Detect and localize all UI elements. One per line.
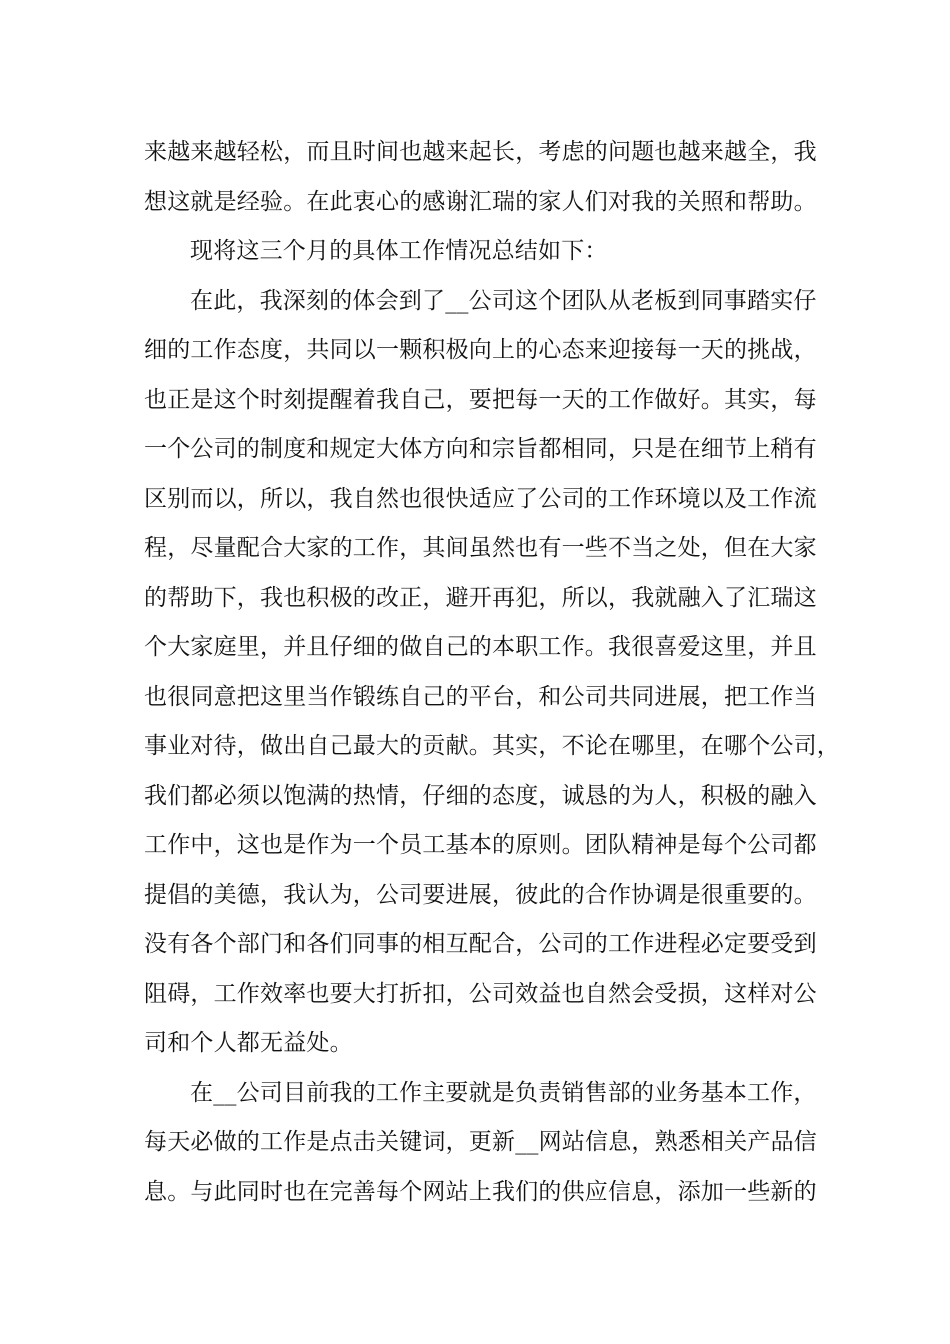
text-line: 程，尽量配合大家的工作，其间虽然也有一些不当之处，但在大家 <box>144 535 817 561</box>
text-line: 息。与此同时也在完善每个网站上我们的供应信息，添加一些新的 <box>144 1178 817 1205</box>
text-line: 一个公司的制度和规定大体方向和宗旨都相同，只是在细节上稍有 <box>144 436 817 462</box>
text-line: 区别而以，所以，我自然也很快适应了公司的工作环境以及工作流 <box>144 485 817 512</box>
text-line: 现将这三个月的具体工作情况总结如下： <box>190 238 608 264</box>
text-line: 工作中，这也是作为一个员工基本的原则。团队精神是每个公司都 <box>144 832 817 858</box>
text-line: 阻碍，工作效率也要大打折扣，公司效益也自然会受损，这样对公 <box>144 980 817 1007</box>
text-line: 个大家庭里，并且仔细的做自己的本职工作。我很喜爱这里，并且 <box>144 634 817 660</box>
text-line: 没有各个部门和各们同事的相互配合，公司的工作进程必定要受到 <box>144 931 817 957</box>
text-line: 在__公司目前我的工作主要就是负责销售部的业务基本工作， <box>190 1079 817 1106</box>
text-line: 提倡的美德，我认为，公司要进展，彼此的合作协调是很重要的。 <box>144 881 817 908</box>
text-line: 在此，我深刻的体会到了__公司这个团队从老板到同事踏实仔 <box>190 287 817 314</box>
text-line: 来越来越轻松，而且时间也越来起长，考虑的问题也越来越全，我 <box>144 139 817 165</box>
body-text <box>144 128 840 1217</box>
text-line: 也正是这个时刻提醒着我自己，要把每一天的工作做好。其实，每 <box>144 386 817 413</box>
text-line: 我们都必须以饱满的热情，仔细的态度，诚恳的为人，积极的融入 <box>144 782 817 809</box>
text-line: 想这就是经验。在此衷心的感谢汇瑞的家人们对我的关照和帮助。 <box>144 188 817 215</box>
text-line: 事业对待，做出自己最大的贡献。其实，不论在哪里，在哪个公司， <box>144 733 840 759</box>
text-line: 细的工作态度，共同以一颗积极向上的心态来迎接每一天的挑战， <box>144 337 817 363</box>
text-line: 每天必做的工作是点击关键词，更新__网站信息，熟悉相关产品信 <box>144 1129 817 1155</box>
text-line: 的帮助下，我也积极的改正，避开再犯，所以，我就融入了汇瑞这 <box>144 584 817 611</box>
text-line: 司和个人都无益处。 <box>144 1030 353 1056</box>
text-line: 也很同意把这里当作锻练自己的平台，和公司共同进展，把工作当 <box>144 683 817 710</box>
